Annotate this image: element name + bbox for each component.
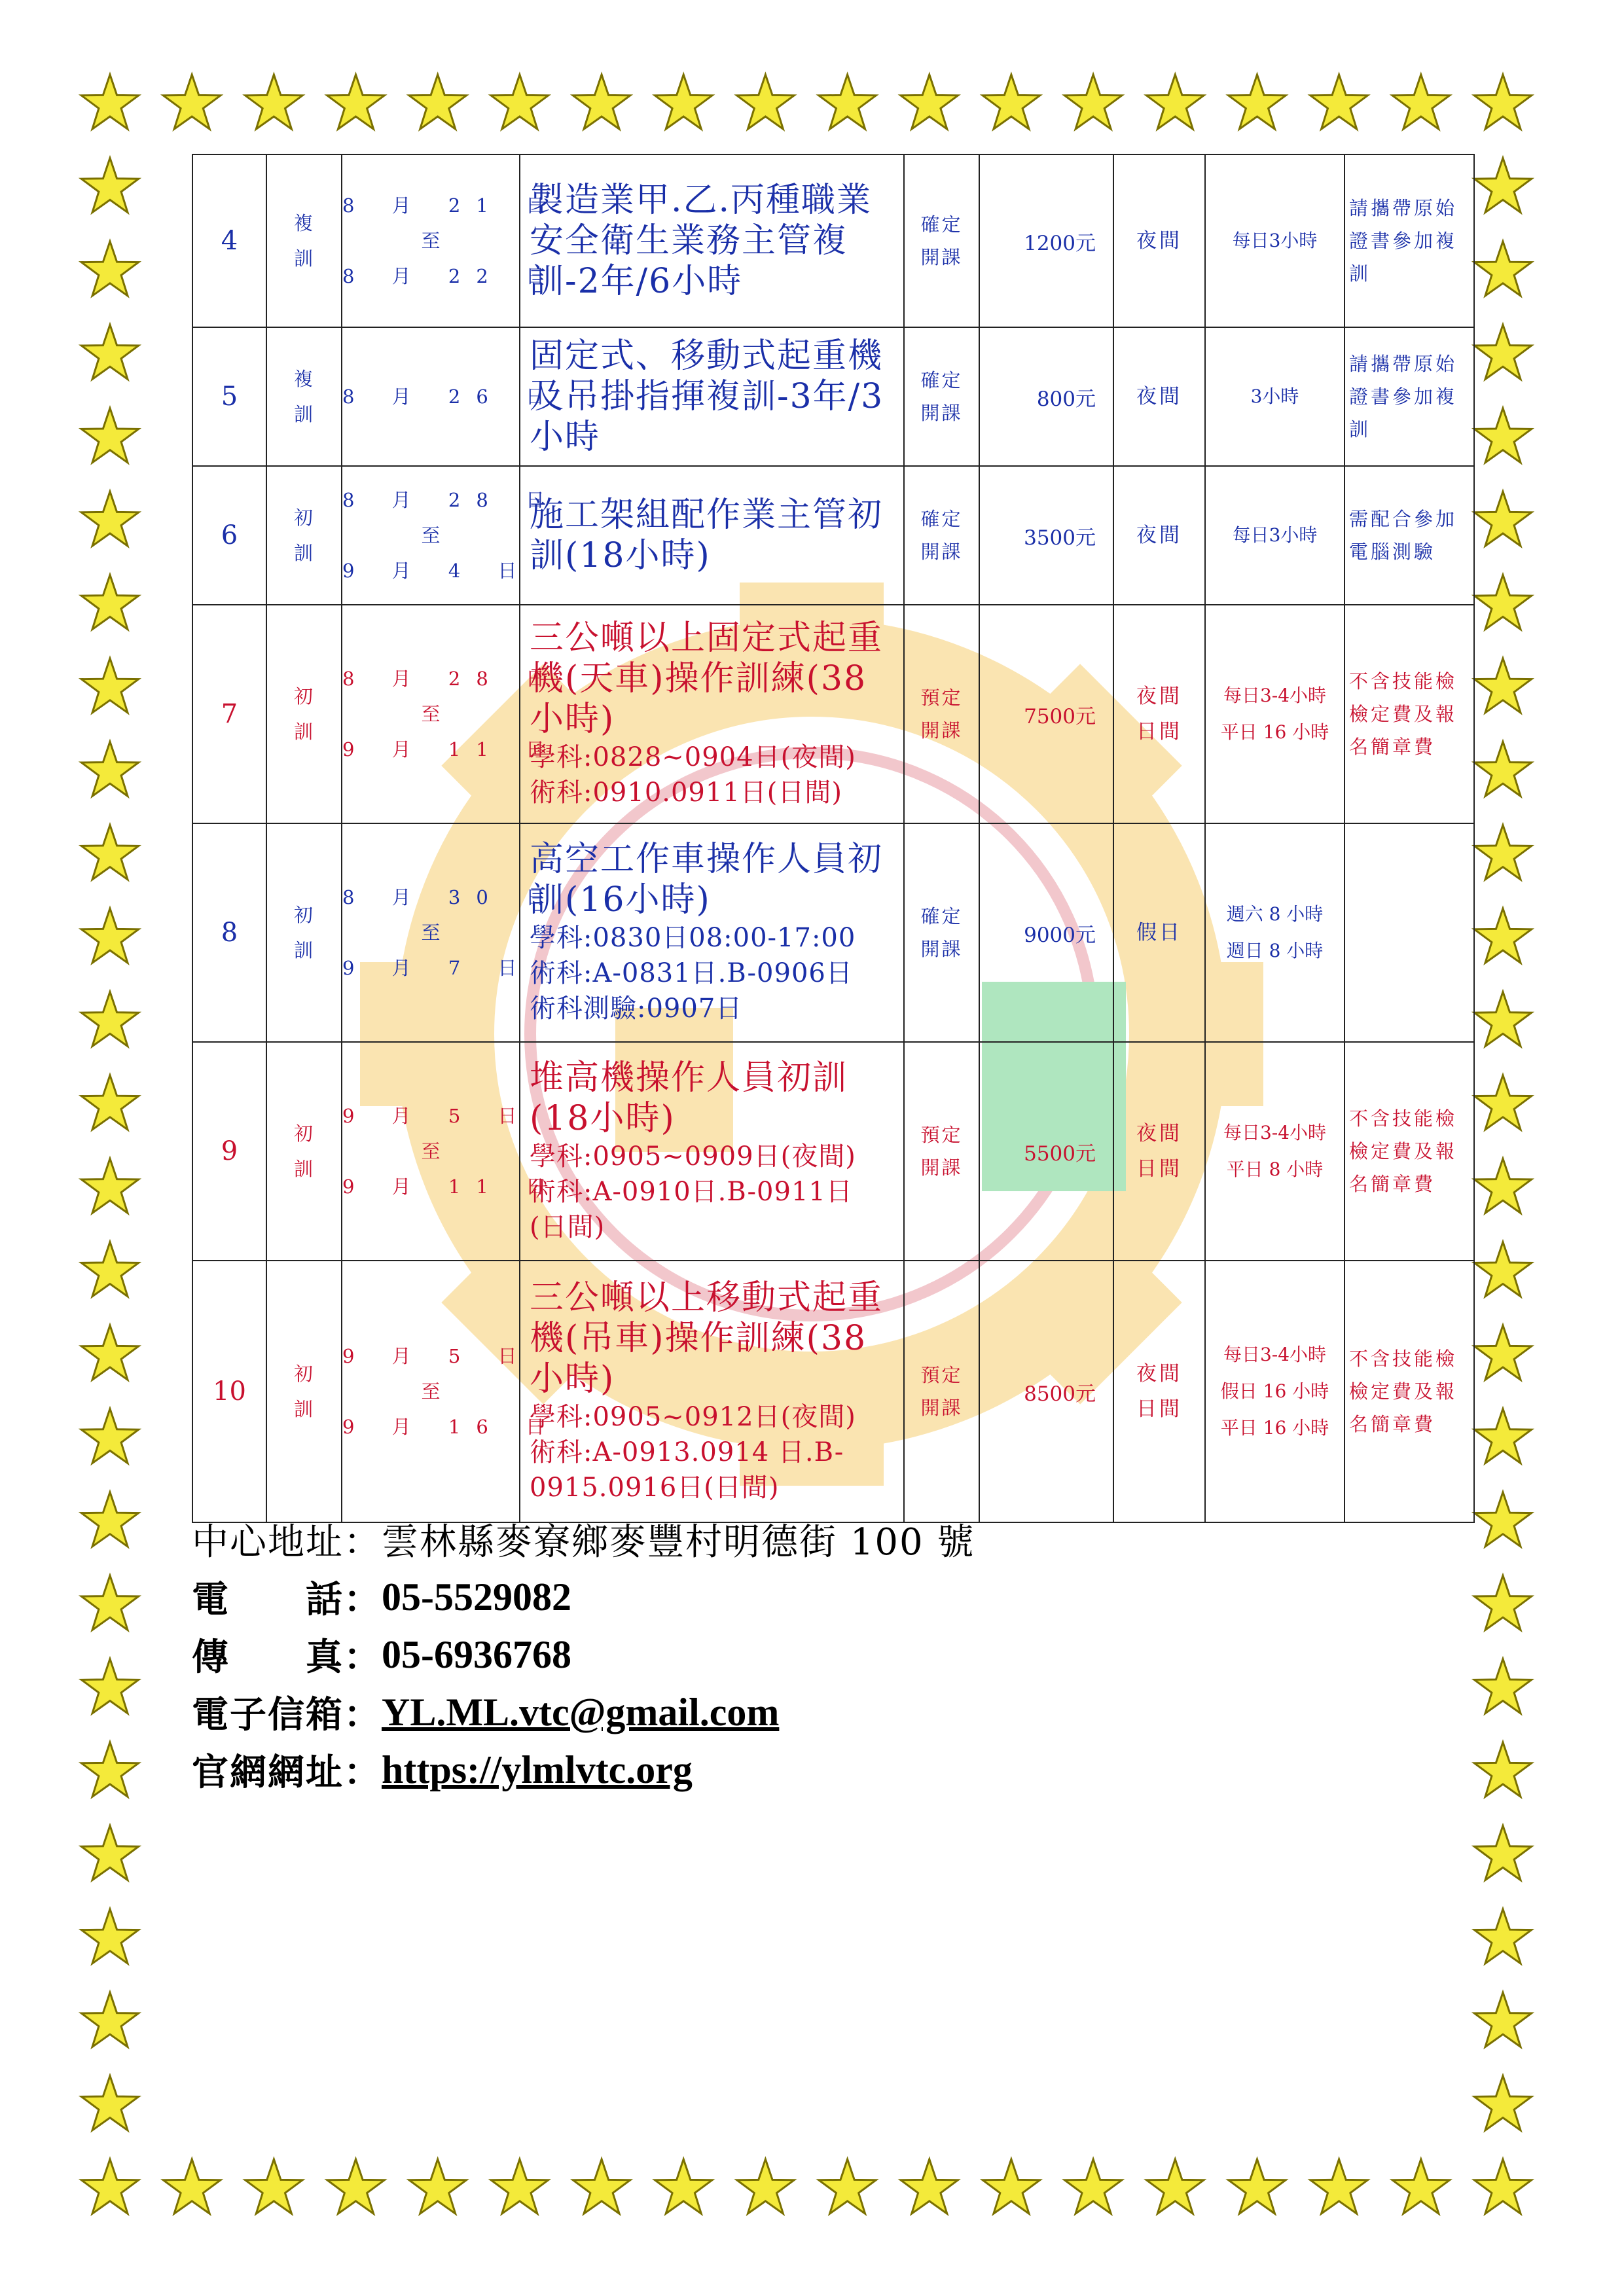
table-row xyxy=(192,823,1474,1042)
fee-value: 1200元 xyxy=(1024,231,1096,255)
star-icon xyxy=(81,158,138,212)
note-cell xyxy=(1344,1042,1474,1261)
training-type: 初 xyxy=(293,1363,314,1385)
fax-label: 傳 真： xyxy=(192,1636,382,1679)
address-line xyxy=(192,1511,1435,1568)
note-cell xyxy=(1344,154,1474,327)
website-label: 官網網址： xyxy=(192,1751,382,1794)
star-icon xyxy=(409,75,467,129)
fee-cell xyxy=(979,154,1113,327)
hours-line: 平日 8 小時 xyxy=(1226,1158,1324,1180)
status-line: 開課 xyxy=(920,719,963,742)
email-label: 電子信箱： xyxy=(192,1693,382,1736)
star-icon xyxy=(1474,325,1531,379)
star-icon xyxy=(1310,2159,1367,2214)
star-icon xyxy=(81,2159,138,2214)
status-cell xyxy=(904,823,979,1042)
note-text: 需配合參加電腦測驗 xyxy=(1349,508,1458,563)
session-time: 夜間 xyxy=(1136,1362,1182,1386)
star-icon xyxy=(245,75,303,129)
course-title: 固定式、移動式起重機及吊掛指揮複訓-3年/3小時 xyxy=(530,336,884,457)
star-icon xyxy=(163,2159,221,2214)
star-icon xyxy=(81,325,138,379)
course-detail: 學科:0830日08:00-17:00 xyxy=(530,923,856,953)
date-range-cell xyxy=(342,466,561,605)
star-icon xyxy=(1474,825,1531,880)
session-time-cell xyxy=(1113,1042,1205,1261)
star-icon xyxy=(81,2076,138,2130)
star-icon xyxy=(1392,2159,1450,2214)
star-icon xyxy=(81,742,138,796)
status-line: 確定 xyxy=(920,905,963,927)
star-icon xyxy=(1064,2159,1122,2214)
hours-cell xyxy=(1205,1042,1344,1261)
course-detail: 學科:0905~0909日(夜間) xyxy=(530,1141,856,1172)
row-number: 10 xyxy=(213,1376,246,1407)
star-icon xyxy=(1064,75,1122,129)
hours-line: 假日 16 小時 xyxy=(1220,1380,1329,1402)
status-cell xyxy=(904,1042,979,1261)
session-time-cell xyxy=(1113,154,1205,327)
star-icon xyxy=(81,1242,138,1297)
training-type-cell xyxy=(266,823,342,1042)
star-icon xyxy=(491,75,549,129)
hours-line: 每日3-4小時 xyxy=(1223,1122,1327,1143)
fee-value: 7500元 xyxy=(1024,704,1096,728)
status-cell xyxy=(904,327,979,466)
training-type: 複 xyxy=(293,368,314,390)
training-type: 訓 xyxy=(293,247,314,270)
training-type: 訓 xyxy=(293,542,314,564)
date-line: 8 月 30 日 xyxy=(342,886,561,908)
hours-cell xyxy=(1205,1261,1344,1522)
hours-line: 週六 8 小時 xyxy=(1226,903,1324,925)
fee-cell xyxy=(979,1261,1113,1522)
status-line: 開課 xyxy=(920,1397,963,1419)
hours-cell xyxy=(1205,823,1344,1042)
website-line xyxy=(192,1741,1435,1799)
hours-cell xyxy=(1205,605,1344,823)
star-icon xyxy=(1474,1158,1531,1213)
date-line: 至 xyxy=(421,230,441,252)
training-type: 初 xyxy=(293,507,314,529)
course-detail: 術科測驗:0907日 xyxy=(530,994,743,1024)
course-title: 三公噸以上移動式起重機(吊車)操作訓練(38小時) xyxy=(530,1278,884,1399)
star-icon xyxy=(81,1909,138,1964)
session-time: 日間 xyxy=(1136,1157,1182,1181)
training-type: 訓 xyxy=(293,939,314,961)
date-line: 至 xyxy=(421,1380,441,1403)
hours-line: 週日 8 小時 xyxy=(1226,940,1324,961)
date-range-cell xyxy=(342,154,561,327)
star-icon xyxy=(1474,1492,1531,1547)
star-icon xyxy=(81,658,138,713)
row-number: 4 xyxy=(221,226,238,256)
star-icon xyxy=(491,2159,549,2214)
note-cell xyxy=(1344,327,1474,466)
session-time: 日間 xyxy=(1136,720,1182,744)
date-line: 至 xyxy=(421,524,441,547)
note-cell xyxy=(1344,605,1474,823)
session-time-cell xyxy=(1113,327,1205,466)
course-cell xyxy=(520,1261,904,1522)
status-line: 開課 xyxy=(920,938,963,960)
hours-line: 每日3-4小時 xyxy=(1223,1344,1327,1365)
fax-value: 05-6936768 xyxy=(382,1632,571,1676)
status-line: 開課 xyxy=(920,1157,963,1179)
star-icon xyxy=(81,1075,138,1130)
star-icon xyxy=(573,75,630,129)
row-number-cell xyxy=(192,605,266,823)
star-icon xyxy=(81,1575,138,1630)
status-line: 開課 xyxy=(920,402,963,424)
star-icon xyxy=(81,408,138,463)
star-icon xyxy=(1147,2159,1204,2214)
star-icon xyxy=(1229,2159,1286,2214)
note-cell xyxy=(1344,823,1474,1042)
training-type-cell xyxy=(266,327,342,466)
course-cell xyxy=(520,1042,904,1261)
session-time: 夜間 xyxy=(1136,385,1182,408)
row-number: 8 xyxy=(221,918,238,948)
fee-value: 8500元 xyxy=(1024,1382,1096,1406)
star-icon xyxy=(1474,992,1531,1046)
fee-cell xyxy=(979,823,1113,1042)
date-range-cell xyxy=(342,1261,561,1522)
table-row xyxy=(192,605,1474,823)
star-icon xyxy=(1474,408,1531,463)
star-icon xyxy=(1229,75,1286,129)
star-icon xyxy=(1147,75,1204,129)
star-icon xyxy=(327,75,385,129)
course-detail: 術科:0910.0911日(日間) xyxy=(530,778,842,808)
star-icon xyxy=(81,1492,138,1547)
star-icon xyxy=(1474,1075,1531,1130)
fax-line xyxy=(192,1626,1435,1683)
course-cell xyxy=(520,154,904,327)
status-line: 確定 xyxy=(920,213,963,236)
date-line: 9 月 4 日 xyxy=(342,560,533,582)
note-text: 請攜帶原始證書參加複訓 xyxy=(1349,197,1458,285)
training-type: 訓 xyxy=(293,1158,314,1180)
session-time-cell xyxy=(1113,466,1205,605)
star-icon xyxy=(1474,1575,1531,1630)
fee-cell xyxy=(979,1042,1113,1261)
star-icon xyxy=(81,825,138,880)
session-time: 夜間 xyxy=(1136,1122,1182,1145)
status-line: 開課 xyxy=(920,246,963,268)
table-row xyxy=(192,466,1474,605)
course-detail: 0915.0916日(日間) xyxy=(530,1473,780,1503)
hours-line: 3小時 xyxy=(1250,386,1299,407)
note-text: 不含技能檢檢定費及報名簡章費 xyxy=(1349,1107,1458,1195)
session-time-cell xyxy=(1113,605,1205,823)
date-line: 8 月 28 日 xyxy=(342,489,561,511)
status-cell xyxy=(904,466,979,605)
session-time: 假日 xyxy=(1136,921,1182,944)
date-line: 至 xyxy=(421,703,441,725)
hours-line: 平日 16 小時 xyxy=(1220,721,1329,743)
phone-line xyxy=(192,1568,1435,1626)
date-range-cell xyxy=(342,1042,561,1261)
star-icon xyxy=(81,908,138,963)
table-row xyxy=(192,154,1474,327)
fee-cell xyxy=(979,466,1113,605)
row-number-cell xyxy=(192,466,266,605)
date-line: 9 月 7 日 xyxy=(342,957,533,979)
training-type-cell xyxy=(266,466,342,605)
star-icon xyxy=(573,2159,630,2214)
training-type-cell xyxy=(266,605,342,823)
star-icon xyxy=(1474,1408,1531,1463)
star-icon xyxy=(737,2159,795,2214)
phone-value: 05-5529082 xyxy=(382,1575,571,1619)
star-icon xyxy=(1474,1325,1531,1380)
star-icon xyxy=(1474,2159,1531,2214)
hours-cell xyxy=(1205,466,1344,605)
row-number: 5 xyxy=(221,382,238,412)
row-number-cell xyxy=(192,1042,266,1261)
star-icon xyxy=(245,2159,303,2214)
course-detail: 術科:A-0831日.B-0906日 xyxy=(530,958,853,988)
table-row xyxy=(192,327,1474,466)
note-text: 不含技能檢檢定費及報名簡章費 xyxy=(1349,670,1458,758)
status-cell xyxy=(904,1261,979,1522)
website-link[interactable]: https://ylmlvtc.org xyxy=(382,1748,693,1791)
table-row xyxy=(192,1042,1474,1261)
status-line: 預定 xyxy=(920,1364,963,1386)
star-icon xyxy=(655,2159,713,2214)
star-icon xyxy=(81,75,138,129)
training-type: 複 xyxy=(293,212,314,234)
star-icon xyxy=(1474,1909,1531,1964)
date-line: 8 月 26 日 xyxy=(342,386,561,408)
star-icon xyxy=(1474,742,1531,796)
star-icon xyxy=(983,75,1040,129)
training-type-cell xyxy=(266,1042,342,1261)
star-icon xyxy=(901,75,958,129)
status-line: 開課 xyxy=(920,541,963,563)
date-line: 9 月 11 日 xyxy=(342,1175,561,1198)
course-title: 高空工作車操作人員初訓(16小時) xyxy=(530,840,884,920)
hours-cell xyxy=(1205,154,1344,327)
status-line: 預定 xyxy=(920,1124,963,1146)
star-icon xyxy=(327,2159,385,2214)
star-icon xyxy=(81,242,138,296)
course-cell xyxy=(520,823,904,1042)
training-type-cell xyxy=(266,154,342,327)
course-detail: (日間) xyxy=(530,1212,605,1242)
star-icon xyxy=(81,492,138,546)
row-number: 7 xyxy=(221,699,238,729)
row-number: 9 xyxy=(221,1136,238,1166)
star-icon xyxy=(1474,242,1531,296)
note-text: 請攜帶原始證書參加複訓 xyxy=(1349,353,1458,440)
star-icon xyxy=(1474,158,1531,212)
star-icon xyxy=(81,1825,138,1880)
course-detail: 術科:A-0913.0914 日.B- xyxy=(530,1437,844,1467)
session-time: 日間 xyxy=(1136,1397,1182,1421)
hours-line: 每日3-4小時 xyxy=(1223,685,1327,706)
course-cell xyxy=(520,466,904,605)
star-icon xyxy=(1474,1742,1531,1797)
star-icon xyxy=(983,2159,1040,2214)
star-icon xyxy=(1474,908,1531,963)
table-row xyxy=(192,1261,1474,1522)
star-icon xyxy=(1474,2076,1531,2130)
star-icon xyxy=(81,1158,138,1213)
course-detail: 學科:0905~0912日(夜間) xyxy=(530,1402,856,1432)
date-line: 9 月 11 日 xyxy=(342,738,561,761)
date-line: 8 月 21 日 xyxy=(342,194,561,217)
status-line: 確定 xyxy=(920,508,963,530)
status-line: 確定 xyxy=(920,369,963,391)
date-range-cell xyxy=(342,605,561,823)
hours-line: 每日3小時 xyxy=(1232,524,1318,546)
date-line: 9 月 16 日 xyxy=(342,1416,561,1438)
star-icon xyxy=(901,2159,958,2214)
star-icon xyxy=(81,1659,138,1713)
session-time: 夜間 xyxy=(1136,229,1182,253)
address-label: 中心地址： xyxy=(192,1521,382,1564)
fee-value: 800元 xyxy=(1036,387,1096,411)
training-type: 初 xyxy=(293,1122,314,1145)
star-icon xyxy=(1474,575,1531,629)
course-title: 製造業甲.乙.丙種職業安全衛生業務主管複訓-2年/6小時 xyxy=(530,181,873,301)
star-icon xyxy=(81,1742,138,1797)
course-cell xyxy=(520,327,904,466)
star-icon xyxy=(1474,1825,1531,1880)
training-type-cell xyxy=(266,1261,342,1522)
star-icon xyxy=(655,75,713,129)
star-icon xyxy=(1392,75,1450,129)
star-icon xyxy=(409,2159,467,2214)
star-icon xyxy=(1474,1659,1531,1713)
email-link[interactable]: YL.ML.vtc@gmail.com xyxy=(382,1690,780,1734)
row-number-cell xyxy=(192,327,266,466)
status-cell xyxy=(904,154,979,327)
training-type: 訓 xyxy=(293,403,314,425)
date-line: 8 月 28 日 xyxy=(342,668,561,690)
training-type: 訓 xyxy=(293,721,314,743)
course-title: 三公噸以上固定式起重機(天車)操作訓練(38小時) xyxy=(530,619,884,739)
session-time-cell xyxy=(1113,823,1205,1042)
star-icon xyxy=(1474,1992,1531,2047)
date-line: 至 xyxy=(421,922,441,944)
star-icon xyxy=(819,75,876,129)
row-number-cell xyxy=(192,823,266,1042)
fee-cell xyxy=(979,605,1113,823)
star-icon xyxy=(1474,75,1531,129)
row-number-cell xyxy=(192,1261,266,1522)
star-icon xyxy=(81,1325,138,1380)
status-line: 預定 xyxy=(920,687,963,709)
course-schedule-table xyxy=(192,154,1475,1523)
star-icon xyxy=(1474,1242,1531,1297)
session-time: 夜間 xyxy=(1136,685,1182,708)
row-number: 6 xyxy=(221,520,238,550)
note-text: 不含技能檢檢定費及報名簡章費 xyxy=(1349,1348,1458,1435)
star-icon xyxy=(81,575,138,629)
star-icon xyxy=(819,2159,876,2214)
star-icon xyxy=(1310,75,1367,129)
course-cell xyxy=(520,605,904,823)
hours-line: 平日 16 小時 xyxy=(1220,1417,1329,1439)
course-detail: 術科:A-0910日.B-0911日 xyxy=(530,1177,853,1207)
course-title: 堆高機操作人員初訓(18小時) xyxy=(530,1058,848,1138)
row-number-cell xyxy=(192,154,266,327)
hours-cell xyxy=(1205,327,1344,466)
date-line: 至 xyxy=(421,1140,441,1162)
date-range-cell xyxy=(342,823,561,1042)
star-icon xyxy=(1474,658,1531,713)
date-line: 8 月 22 日 xyxy=(342,265,561,287)
date-range-cell xyxy=(342,327,561,466)
course-title: 施工架組配作業主管初訓(18小時) xyxy=(530,495,884,575)
date-line: 9 月 5 日 xyxy=(342,1105,533,1127)
session-time: 夜間 xyxy=(1136,524,1182,547)
training-type: 初 xyxy=(293,904,314,926)
fee-value: 9000元 xyxy=(1024,923,1096,947)
course-detail: 學科:0828~0904日(夜間) xyxy=(530,742,856,772)
status-cell xyxy=(904,605,979,823)
note-cell xyxy=(1344,466,1474,605)
date-line: 9 月 5 日 xyxy=(342,1345,533,1367)
hours-line: 每日3小時 xyxy=(1232,230,1318,251)
note-cell xyxy=(1344,1261,1474,1522)
training-type: 初 xyxy=(293,685,314,708)
star-icon xyxy=(81,1408,138,1463)
fee-value: 5500元 xyxy=(1024,1141,1096,1166)
training-type: 訓 xyxy=(293,1398,314,1420)
star-icon xyxy=(737,75,795,129)
star-icon xyxy=(81,992,138,1046)
star-icon xyxy=(1474,492,1531,546)
contact-info xyxy=(192,1511,1435,1799)
address-value: 雲林縣麥寮鄉麥豐村明德街 100 號 xyxy=(382,1521,975,1564)
fee-value: 3500元 xyxy=(1024,526,1096,550)
star-icon xyxy=(163,75,221,129)
star-icon xyxy=(81,1992,138,2047)
session-time-cell xyxy=(1113,1261,1205,1522)
phone-label: 電 話： xyxy=(192,1578,382,1621)
fee-cell xyxy=(979,327,1113,466)
email-line xyxy=(192,1683,1435,1741)
